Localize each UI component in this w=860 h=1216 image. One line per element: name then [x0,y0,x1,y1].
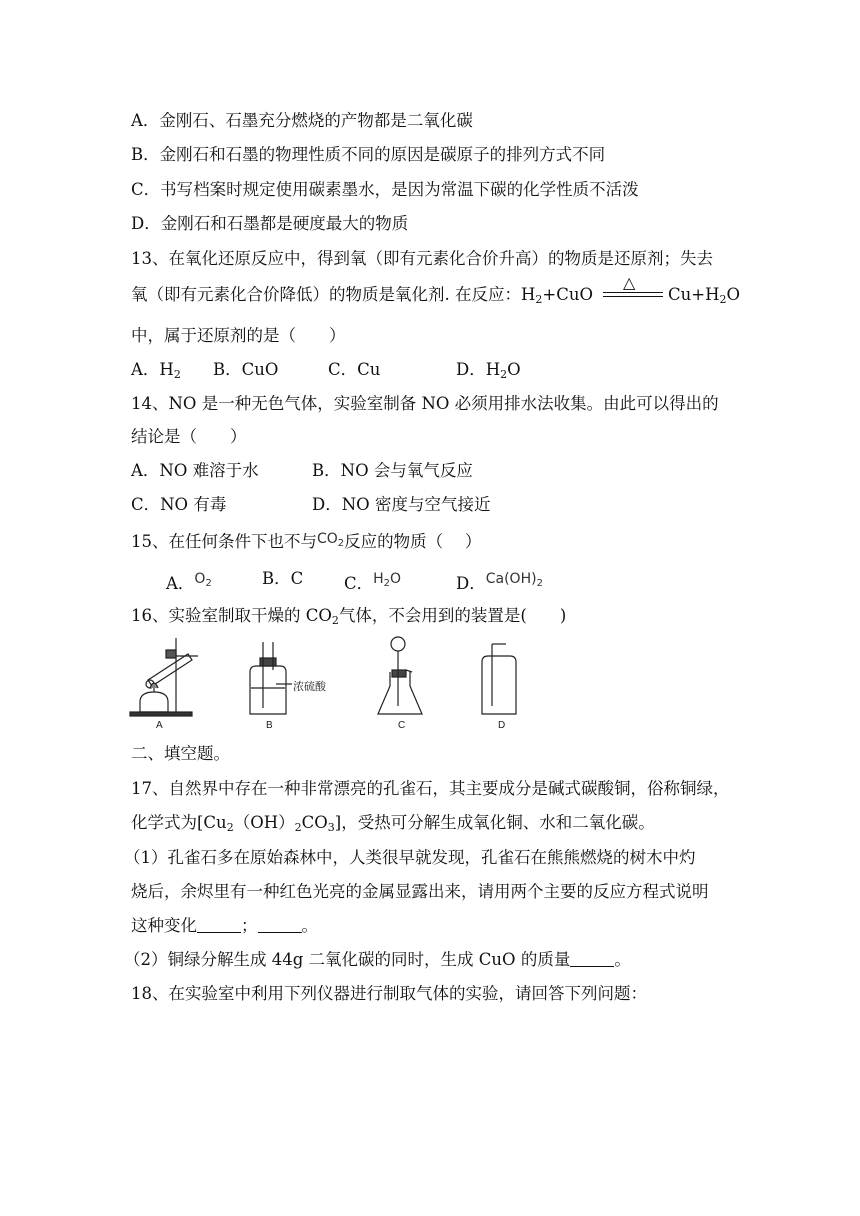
q14-option-c: C．NO 有毒 [131,495,227,514]
q13-option-c: C．Cu [328,360,381,379]
q17-answer-blank-2[interactable] [258,916,302,933]
q18-stem: 18、在实验室中利用下列仪器进行制取气体的实验，请回答下列问题： [131,984,647,1003]
q13-stem-line2 [131,284,593,311]
q15-option-c: C．$^{H_2O}$ [344,571,402,593]
q13-stem-text: 氧（即有元素化合价降低）的物质是氧化剂. 在反应： [131,285,521,304]
q12-option-d: D．金刚石和石墨都是硬度最大的物质 [131,214,409,233]
q13-eq-arrow [603,272,663,300]
section-heading-fill-in: 二、填空题。 [131,744,230,763]
q13-eq-left: $H_2+CuO$ [521,285,593,306]
q13-option-d: D．$H_2O$ [456,360,521,381]
q13-stem-line3: 中，属于还原剂的是（ ） [131,326,346,345]
apparatus-d [482,644,516,714]
q17-stem-line2: 化学式为$[Cu_2(OH)_2CO_3]$，受热可分解生成氧化铜、水和二氧化碳。 [131,813,655,834]
apparatus-b-liquid-label: 浓硫酸 [293,680,326,693]
apparatus-a-label: A [156,720,163,731]
q15-co2-formula: CO2 [317,531,345,549]
q17-part1-line1: （1）孔雀石多在原始森林中，人类很早就发现，孔雀石在熊熊燃烧的树木中灼 [124,848,696,867]
apparatus-b-label: B [266,720,273,731]
q15-o2-formula: O2 [194,571,212,589]
q13-eq-condition: △ [623,273,636,292]
q12-option-a: A．金刚石、石墨充分燃烧的产物都是二氧化碳 [131,111,473,130]
q13-stem-line1: 13、在氧化还原反应中，得到氧（即有元素化合价升高）的物质是还原剂；失去 [131,249,713,268]
q17-part2: （2）铜绿分解生成 44g 二氧化碳的同时，生成 CuO 的质量 。 [124,950,631,969]
q15-stem: 15、在任何条件下也不与$^{CO_2}$反应的物质（ ） [131,531,482,551]
q14-option-d: D．NO 密度与空气接近 [312,495,491,514]
q15-caoh2-formula: Ca(OH)2 [485,571,543,589]
q17-answer-blank-3[interactable] [570,950,614,967]
q15-option-b: B．C [262,569,304,588]
q17-answer-blank-1[interactable] [197,916,241,933]
apparatus-c-label: C [398,720,406,731]
q14-stem-line1: 14、NO 是一种无色气体，实验室制备 NO 必须用排水法收集。由此可以得出的 [131,394,719,413]
q15-h2o-formula: H2O [373,571,402,589]
q14-stem-line2: 结论是（ ） [131,427,247,446]
apparatus-b [250,642,292,714]
q14-option-a: A．NO 难溶于水 [131,461,259,480]
q12-option-c: C．书写档案时规定使用碳素墨水，是因为常温下碳的化学性质不活泼 [131,180,639,199]
q16-apparatus-figure [126,632,526,732]
q15-option-d: D．$^{Ca(OH)_2}$ [456,571,543,593]
q13-eq-line-bottom [603,296,663,297]
q15-option-a: A．$^{O_2}$ [166,571,212,593]
q14-option-b: B．NO 会与氧气反应 [312,461,473,480]
q16-stem: 16、实验室制取干燥的 $CO_2$气体，不会用到的装置是( ) [131,606,567,627]
q13-eq-line-top [603,292,663,293]
q13-eq-right: $Cu+H_2O$ [668,285,740,306]
q17-part1-line3: 这种变化 ； 。 [131,916,318,935]
apparatus-c [378,637,422,714]
apparatus-d-label: D [498,720,506,731]
q13-option-b: B．CuO [213,360,279,379]
q12-option-b: B．金刚石和石墨的物理性质不同的原因是碳原子的排列方式不同 [131,145,606,164]
q17-stem-line1: 17、自然界中存在一种非常漂亮的孔雀石，其主要成分是碱式碳酸铜，俗称铜绿， [131,779,730,798]
q13-option-a: A．$H_2$ [131,360,181,381]
q17-part1-line2: 烧后，余烬里有一种红色光亮的金属显露出来，请用两个主要的反应方程式说明 [131,882,709,901]
apparatus-a [130,638,198,716]
